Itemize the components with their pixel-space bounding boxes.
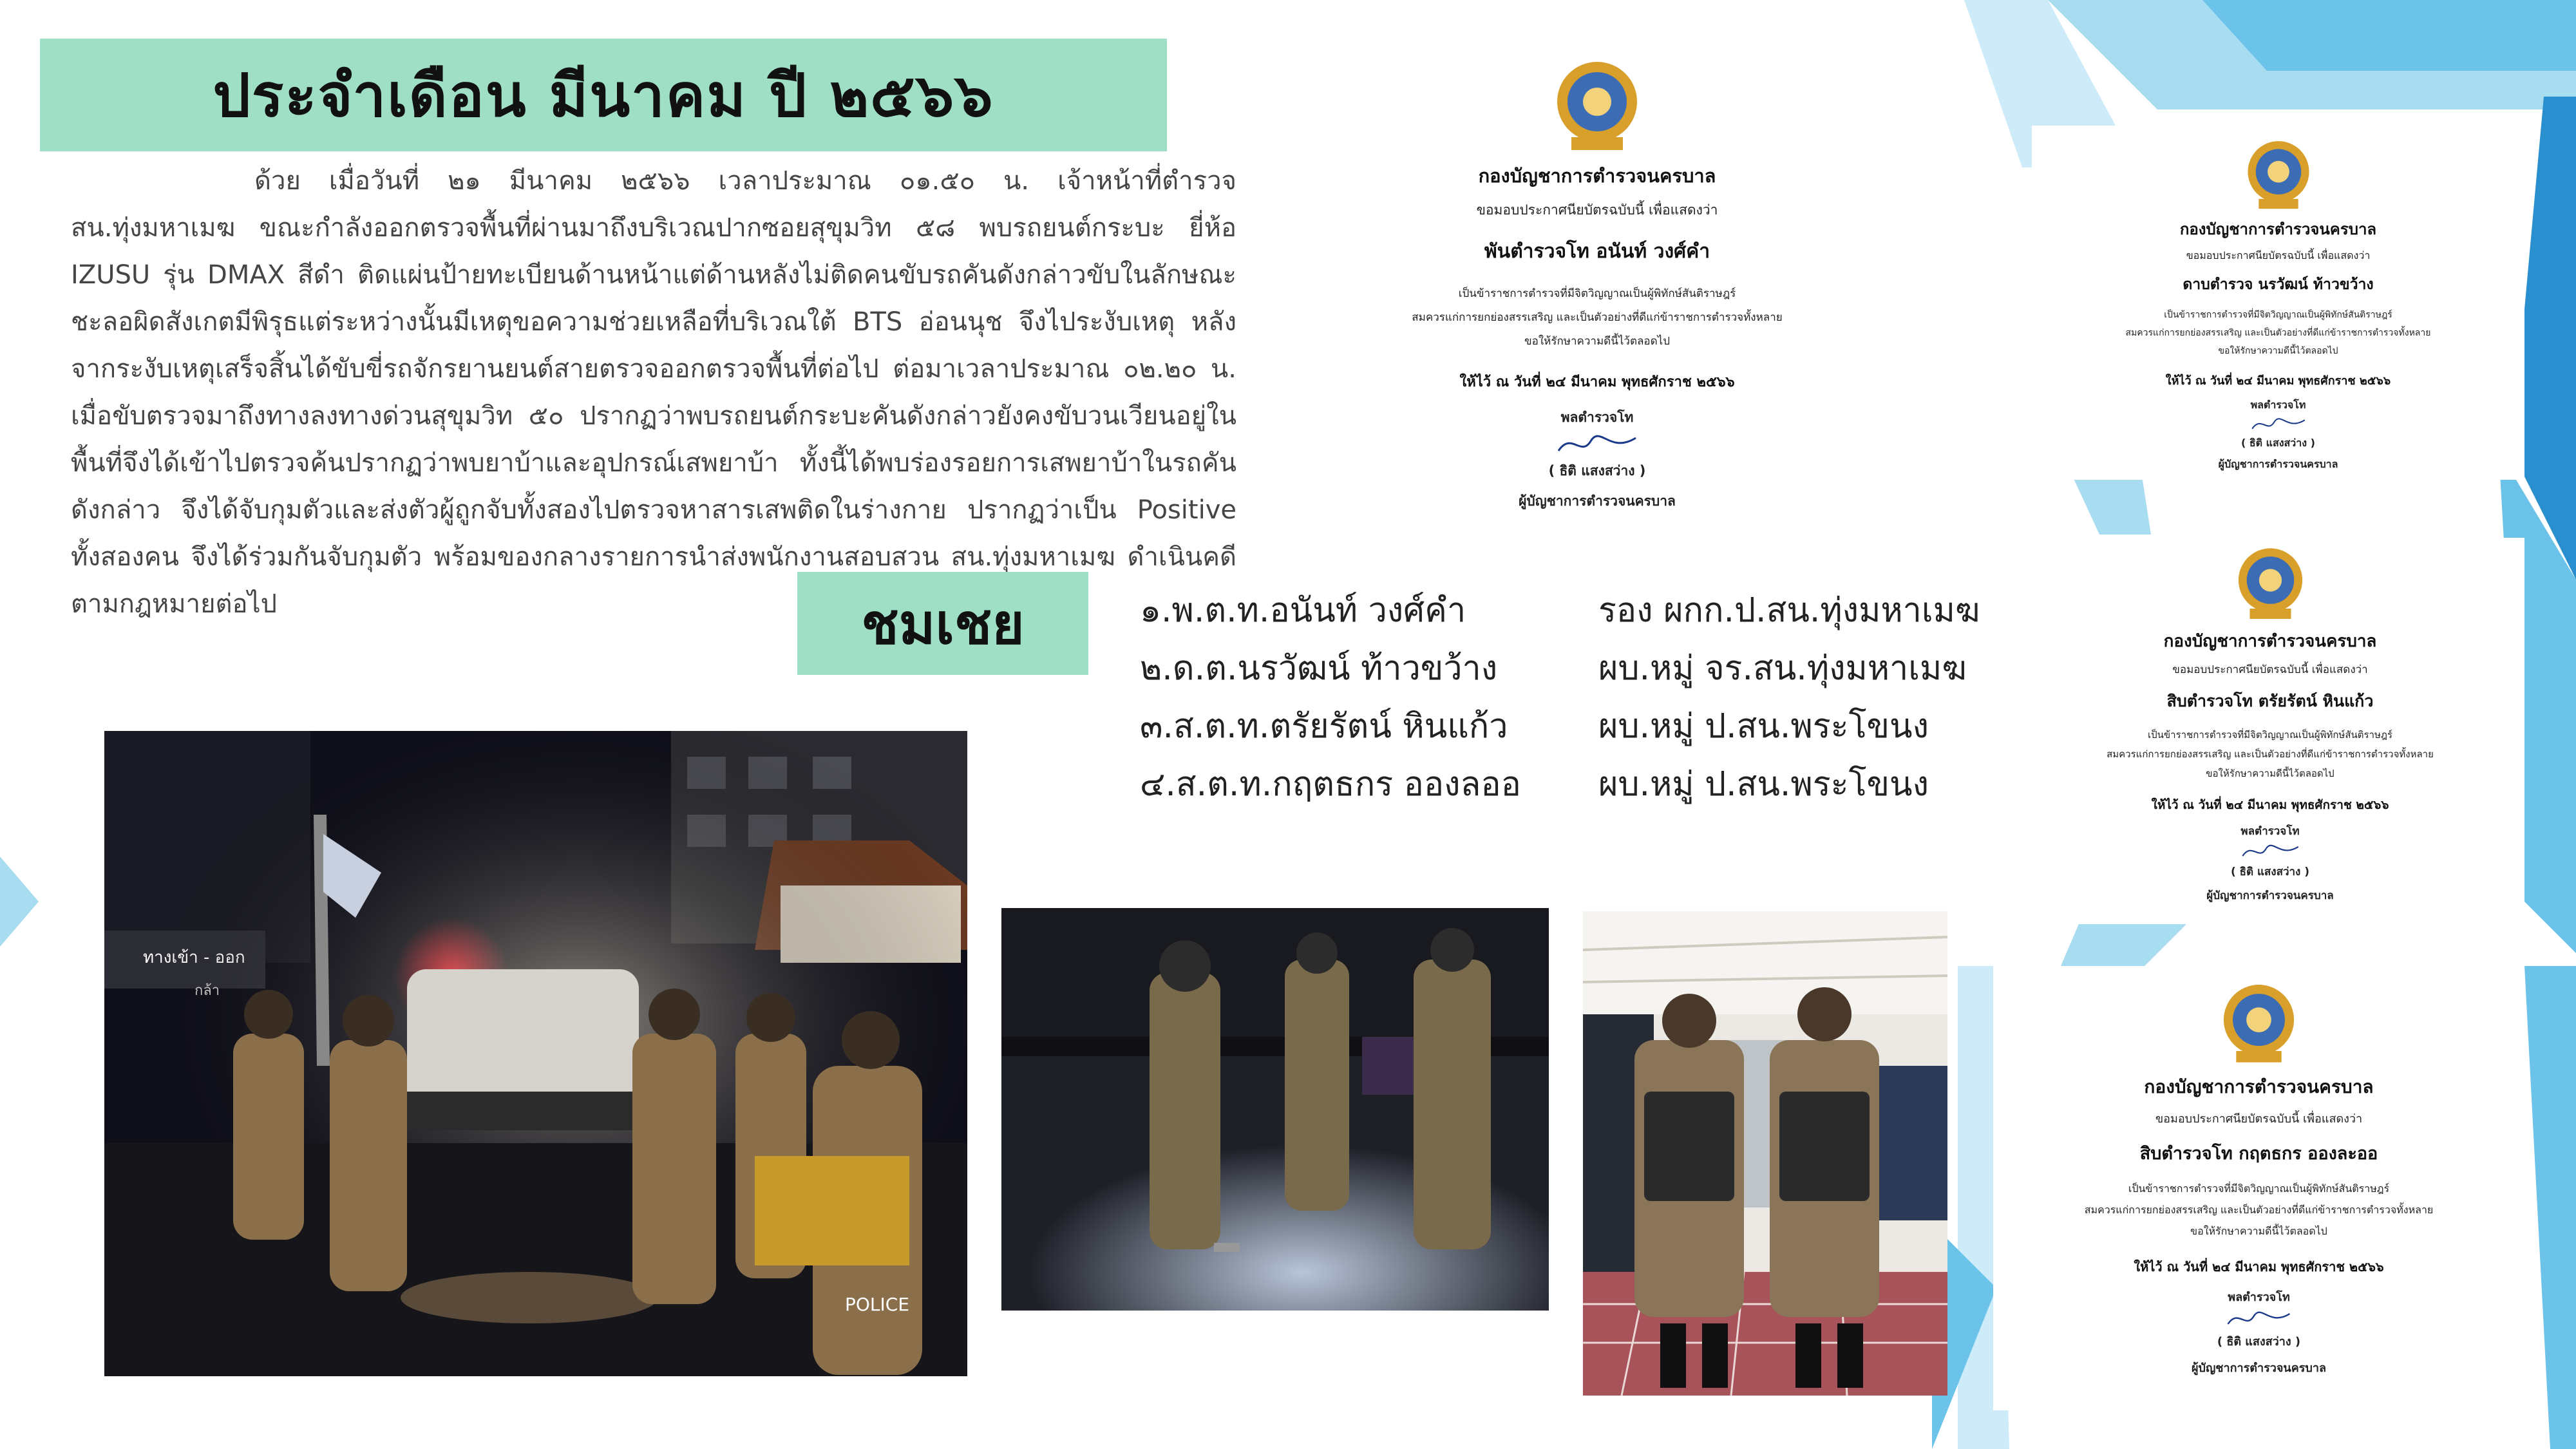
- commander-role: ผู้บัญชาการตำรวจนครบาล: [2218, 458, 2338, 470]
- incident-story: ด้วย เมื่อวันที่ ๒๑ มีนาคม ๒๕๖๖ เวลาประมาณ ๐๑.๕๐ น. เจ้าหน้าที่ตำรวจ สน.ทุ่งมหาเมฆ ขณะกำลังออกตรวจพื้นที่ผ่านมาถึงบริเวณปากซอยสุขุมวิท ๕๘ พบรถยนต์กระบะ ยี่ห้อ IZUSU รุ่น DMAX สีดำ ติดแผ่นป้ายทะเบียนด้านหน้าแต่ด้านหลังไม่ติดคนขับรถคันดังกล่าวขับในลักษณะชะลอผิดสังเกตมีพิรุธแต่ระหว่างนั้นมีเหตุขอความช่วยเหลือที่บริเวณใต้ BTS อ่อนนุช จึงไประงับเหตุ หลังจากระงับเหตุเสร็จสิ้นได้ขับขี่รถจักรยานยนต์สายตรวจออกตรวจพื้นที่ต่อไป ต่อมาเวลาประมาณ ๐๒.๒๐ น. เมื่อขับตรวจมาถึงทางลงทางด่วนสุขุมวิท ๕๐ ปรากฏว่าพบรถยนต์กระบะคันดังกล่าวยังคงขับวนเวียนอยู่ในพื้นที่จึงได้เข้าไปตรวจค้นปรากฏว่าพบยาบ้าและอุปกรณ์เสพยาบ้า ทั้งนี้ได้พบร่องรอยการเสพยาบ้าในรถคันดังกล่าว จึงได้จับกุมตัวและส่งตัวผู้ถูกจับทั้งสองไปตรวจหาสารเสพติดในร่างกาย ปรากฏว่าเป็น Positive ทั้งสองคน จึงได้ร่วมกันจับกุมตัว พร้อมของกลางรายการนำส่งพนักงานสอบสวน สน.ทุ่งมหาเมฆ ดำเนินคดีตามกฎหมายต่อไป: [71, 166, 1236, 619]
- certificate-body-2: สมควรแก่การยกย่องสรรเสริญ และเป็นตัวอย่างที่ดีแก่ข้าราชการตำรวจทั้งหลาย: [2084, 1204, 2434, 1216]
- certificate-body-2: สมควรแก่การยกย่องสรรเสริญ และเป็นตัวอย่างที่ดีแก่ข้าราชการตำรวจทั้งหลาย: [1412, 311, 1783, 324]
- certificate-recipient: พันตำรวจโท อนันท์ วงศ์คำ: [1484, 240, 1710, 263]
- certificate-recipient: ดาบตำรวจ นรวัฒน์ ท้าวขว้าง: [2183, 276, 2374, 293]
- commander-name: ( ธิติ แสงสว่าง ): [2230, 866, 2310, 878]
- certificate-org: กองบัญชาการตำรวจนครบาล: [2144, 1076, 2374, 1097]
- signature-icon: [1552, 428, 1642, 460]
- honoree-name: ๑.พ.ต.ท.อนันท์ วงศ์คำ: [1140, 591, 1466, 630]
- honoree-position: รอง ผกก.ป.สน.ทุ่งมหาเมฆ: [1598, 591, 1980, 630]
- certificate-body-1: เป็นข้าราชการตำรวจที่มีจิตวิญญาณเป็นผู้พิทักษ์สันติราษฎร์: [1458, 287, 1736, 300]
- certificate-recipient: สิบตำรวจโท กฤตธกร อองละออ: [2139, 1144, 2378, 1164]
- praise-label: ชมเชย: [861, 592, 1025, 657]
- police-seal-icon: [2246, 137, 2311, 211]
- police-seal-icon: [2222, 980, 2296, 1065]
- commander-name: ( ธิติ แสงสว่าง ): [2241, 437, 2315, 449]
- certificate-date: ให้ไว้ ณ วันที่ ๒๔ มีนาคม พุทธศักราช ๒๕๖๖: [2165, 374, 2391, 388]
- certificate-presents: ขอมอบประกาศนียบัตรฉบับนี้ เพื่อแสดงว่า: [2172, 663, 2368, 676]
- certificate-presents: ขอมอบประกาศนียบัตรฉบับนี้ เพื่อแสดงว่า: [2155, 1112, 2363, 1126]
- honoree-position: ผบ.หมู่ จร.สน.ทุ่งมหาเมฆ: [1598, 649, 1967, 688]
- page-title-banner: [40, 39, 1167, 151]
- commander-role: ผู้บัญชาการตำรวจนครบาล: [2191, 1361, 2326, 1375]
- certificate-body-1: เป็นข้าราชการตำรวจที่มีจิตวิญญาณเป็นผู้พิทักษ์สันติราษฎร์: [2128, 1182, 2390, 1195]
- honoree-name: ๔.ส.ต.ท.กฤตธกร อองลออ: [1140, 765, 1521, 804]
- certificate-org: กองบัญชาการตำรวจนครบาล: [2163, 632, 2377, 651]
- commander-name: ( ธิติ แสงสว่าง ): [1548, 463, 1646, 478]
- certificate-body-2: สมควรแก่การยกย่องสรรเสริญ และเป็นตัวอย่างที่ดีแก่ข้าราชการตำรวจทั้งหลาย: [2107, 748, 2434, 760]
- signature-icon: [2219, 1306, 2299, 1332]
- signature-icon: [2243, 413, 2314, 435]
- certificate-presents: ขอมอบประกาศนียบัตรฉบับนี้ เพื่อแสดงว่า: [2186, 249, 2371, 261]
- certificate-rank: พลตำรวจโท: [2240, 825, 2300, 838]
- police-patch-text: POLICE: [845, 1294, 910, 1315]
- signature-icon: [2233, 840, 2307, 863]
- certificate-body-1: เป็นข้าราชการตำรวจที่มีจิตวิญญาณเป็นผู้พิทักษ์สันติราษฎร์: [2148, 729, 2392, 741]
- certificate-body-3: ขอให้รักษาความดีนี้ไว้ตลอดไป: [2206, 768, 2334, 779]
- certificate-date: ให้ไว้ ณ วันที่ ๒๔ มีนาคม พุทธศักราช ๒๕๖๖: [2134, 1259, 2384, 1274]
- honoree-position: ผบ.หมู่ ป.สน.พระโขนง: [1598, 765, 1929, 804]
- page-title: ประจำเดือน มีนาคม ปี ๒๕๖๖: [213, 61, 994, 130]
- commander-name: ( ธิติ แสงสว่าง ): [2217, 1335, 2301, 1349]
- certificate-rank: พลตำรวจโท: [1560, 410, 1634, 425]
- certificate-norawat: [2032, 126, 2524, 480]
- certificate-rank: พลตำรวจโท: [2250, 399, 2306, 411]
- certificate-body-1: เป็นข้าราชการตำรวจที่มีจิตวิญญาณเป็นผู้พิทักษ์สันติราษฎร์: [2164, 310, 2392, 320]
- commander-role: ผู้บัญชาการตำรวจนครบาล: [1519, 493, 1676, 509]
- certificate-body-3: ขอให้รักษาความดีนี้ไว้ตลอดไป: [2190, 1225, 2327, 1237]
- certificate-trairat: [2016, 538, 2524, 924]
- certificate-date: ให้ไว้ ณ วันที่ ๒๔ มีนาคม พุทธศักราช ๒๕๖๖: [2151, 798, 2389, 812]
- certificate-date: ให้ไว้ ณ วันที่ ๒๔ มีนาคม พุทธศักราช ๒๕๖๖: [1459, 374, 1735, 390]
- certificate-body-3: ขอให้รักษาความดีนี้ไว้ตลอดไป: [2218, 346, 2338, 356]
- police-seal-icon: [2237, 544, 2304, 621]
- commander-role: ผู้บัญชาการตำรวจนครบาล: [2206, 889, 2334, 902]
- certificate-anan: [1397, 39, 1797, 509]
- certificate-body-2: สมควรแก่การยกย่องสรรเสริญ และเป็นตัวอย่างที่ดีแก่ข้าราชการตำรวจทั้งหลาย: [2125, 328, 2431, 338]
- praise-label-box: [797, 572, 1088, 675]
- certificate-body-3: ขอให้รักษาความดีนี้ไว้ตลอดไป: [1524, 335, 1670, 348]
- photo-road-officers: [1001, 908, 1549, 1311]
- honoree-name: ๒.ด.ต.นรวัฒน์ ท้าวขว้าง: [1140, 649, 1498, 688]
- certificate-rank: พลตำรวจโท: [2228, 1291, 2290, 1304]
- certificate-org: กองบัญชาการตำรวจนครบาล: [2179, 220, 2377, 238]
- certificate-presents: ขอมอบประกาศนียบัตรฉบับนี้ เพื่อแสดงว่า: [1476, 202, 1718, 218]
- certificate-org: กองบัญชาการตำรวจนครบาล: [1478, 165, 1716, 187]
- honoree-name: ๓.ส.ต.ท.ตรัยรัตน์ หินแก้ว: [1140, 707, 1508, 746]
- photo-night-arrest: [104, 731, 967, 1376]
- photo-two-officers: [1583, 911, 1947, 1396]
- honoree-position: ผบ.หมู่ ป.สน.พระโขนง: [1598, 707, 1929, 746]
- certificate-krittakorn: [1993, 966, 2524, 1410]
- certificate-recipient: สิบตำรวจโท ตรัยรัตน์ หินแก้ว: [2166, 692, 2374, 710]
- police-seal-icon: [1555, 57, 1639, 153]
